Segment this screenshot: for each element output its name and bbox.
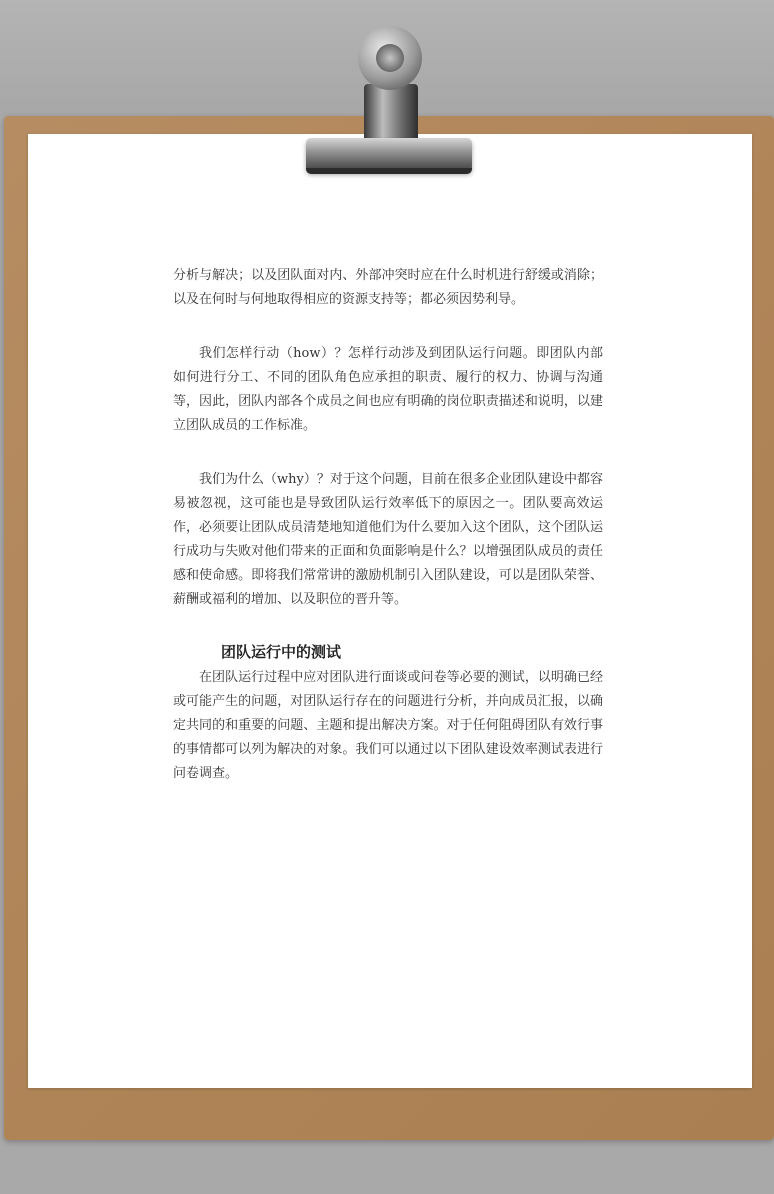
paragraph: 分析与解决；以及团队面对内、外部冲突时应在什么时机进行舒缓或消除；以及在何时与何地取得相应的资源支持等；都必须因势利导。	[173, 268, 603, 307]
paragraph-how: 我们怎样行动（how）？怎样行动涉及到团队运行问题。即团队内部如何进行分工、不同的团队角色应承担的职责、履行的权力、协调与沟通等，因此，团队内部各个成员之间也应有明确的岗位职责描述和说明，以建立团队成员的工作标准。	[173, 346, 603, 433]
clip-jaw	[306, 138, 472, 172]
paragraph-why: 我们为什么（why）？对于这个问题，目前在很多企业团队建设中都容易被忽视，这可能也是导致团队运行效率低下的原因之一。团队要高效运作，必须要让团队成员清楚地知道他们为什么要加入这个团队，这个团队运行成功与失败对他们带来的正面和负面影响是什么？以增强团队成员的责任感和使命感。即将我们常常讲的激励机制引入团队建设，可以是团队荣誉、薪酬或福利的增加、以及职位的晋升等。	[173, 472, 603, 607]
binder-clip-icon	[300, 26, 476, 178]
section-heading: 团队运行中的测试	[221, 643, 342, 661]
clip-jaw-edge	[306, 168, 472, 174]
document-body	[173, 264, 603, 786]
paragraph-testing: 在团队运行过程中应对团队进行面谈或问卷等必要的测试，以明确已经或可能产生的问题，对团队运行存在的问题进行分析，并向成员汇报，以确定共同的和重要的问题、主题和提出解决方案。对于任何阻碍团队有效行事的事情都可以列为解决的对象。我们可以通过以下团队建设效率测试表进行问卷调查。	[173, 670, 603, 781]
clip-ring-hole	[376, 44, 404, 72]
